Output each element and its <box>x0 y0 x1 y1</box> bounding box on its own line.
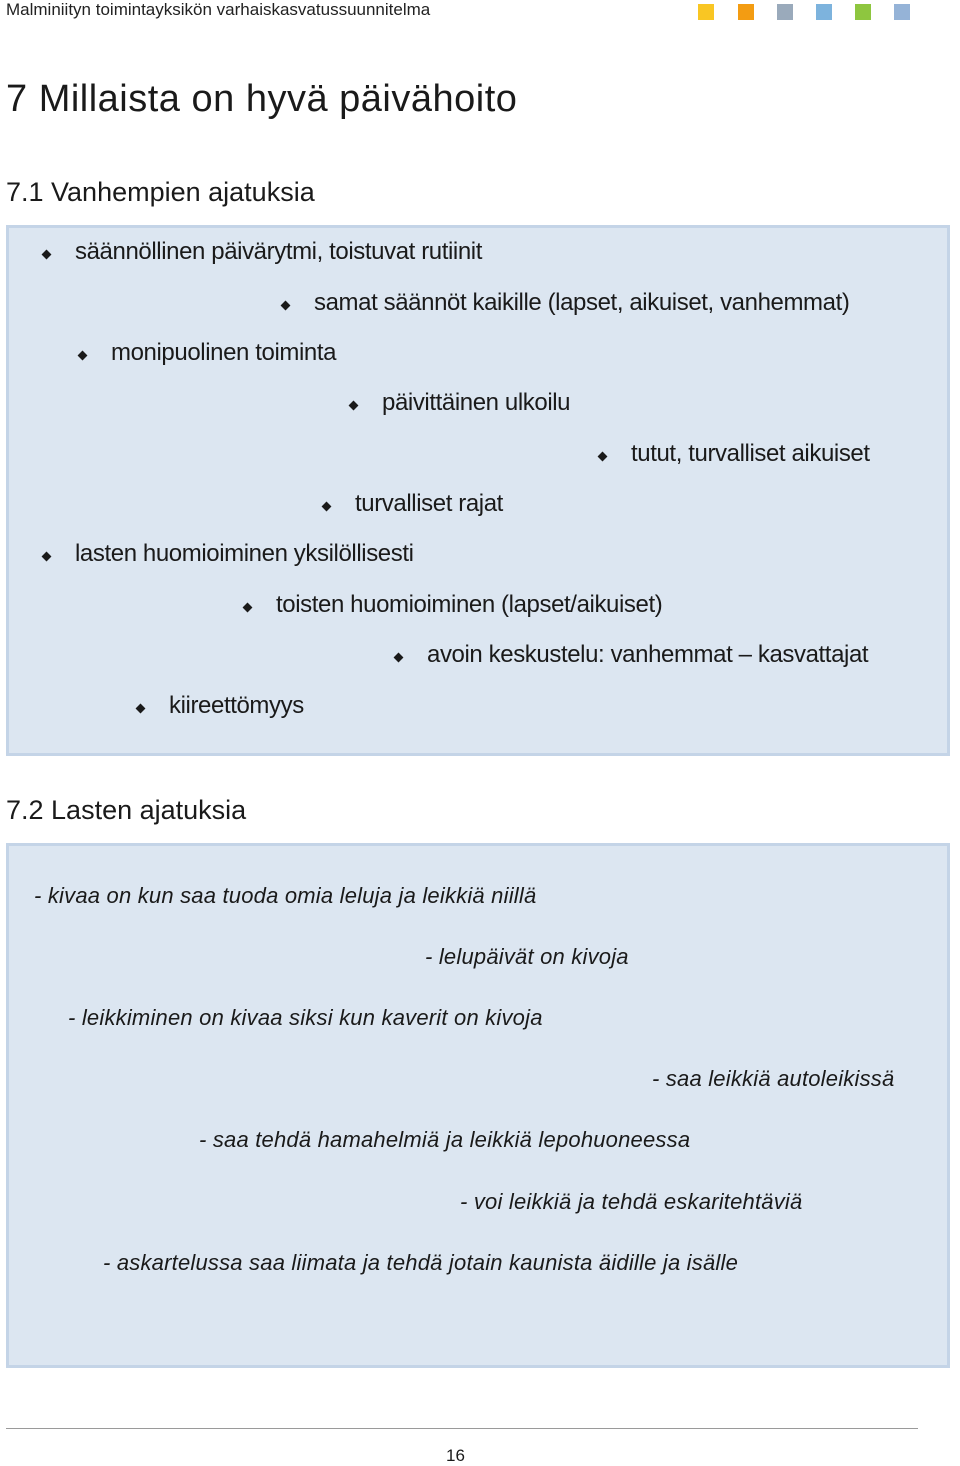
kid-quote: - leikkiminen on kivaa siksi kun kaverit on kivoja <box>68 1005 543 1030</box>
page-number: 16 <box>446 1446 465 1465</box>
bullet-item: tutut, turvalliset aikuiset <box>599 440 870 468</box>
color-square-orange <box>738 4 754 20</box>
bullet-item: lasten huomioiminen yksilöllisesti <box>43 540 414 568</box>
bullet-item: säännöllinen päivärytmi, toistuvat rutiinit <box>43 238 482 266</box>
chapter-title: 7 Millaista on hyvä päivähoito <box>6 78 518 120</box>
kid-quote: - lelupäivät on kivoja <box>425 944 629 969</box>
running-header: Malminiityn toimintayksikön varhaiskasvatussuunnitelma <box>6 0 431 19</box>
bullet-item: kiireettömyys <box>137 692 304 720</box>
kid-quote: - kivaa on kun saa tuoda omia leluja ja leikkiä niillä <box>34 883 537 908</box>
section-title-kids: 7.2 Lasten ajatuksia <box>6 795 247 825</box>
color-square-blue <box>894 4 910 20</box>
color-square-lightblue <box>816 4 832 20</box>
kid-quote: - askartelussa saa liimata ja tehdä jotain kaunista äidille ja isälle <box>103 1250 739 1275</box>
bullet-item: avoin keskustelu: vanhemmat – kasvattajat <box>395 641 868 669</box>
bullet-item: monipuolinen toiminta <box>79 339 336 367</box>
footer-divider <box>6 1428 918 1429</box>
kid-quote: - saa leikkiä autoleikissä <box>652 1066 895 1091</box>
bullet-item: samat säännöt kaikille (lapset, aikuiset, vanhemmat) <box>282 289 849 317</box>
kid-quote: - saa tehdä hamahelmiä ja leikkiä lepohuoneessa <box>199 1127 691 1152</box>
kids-thoughts-panel <box>6 843 950 1368</box>
bullet-item: päivittäinen ulkoilu <box>350 389 570 417</box>
section-title-parents: 7.1 Vanhempien ajatuksia <box>6 177 315 207</box>
color-square-yellow <box>698 4 714 20</box>
color-square-green <box>855 4 871 20</box>
bullet-item: toisten huomioiminen (lapset/aikuiset) <box>244 591 662 619</box>
parents-thoughts-panel <box>6 225 950 756</box>
kid-quote: - voi leikkiä ja tehdä eskaritehtäviä <box>460 1189 803 1214</box>
bullet-item: turvalliset rajat <box>323 490 503 518</box>
color-square-grey <box>777 4 793 20</box>
